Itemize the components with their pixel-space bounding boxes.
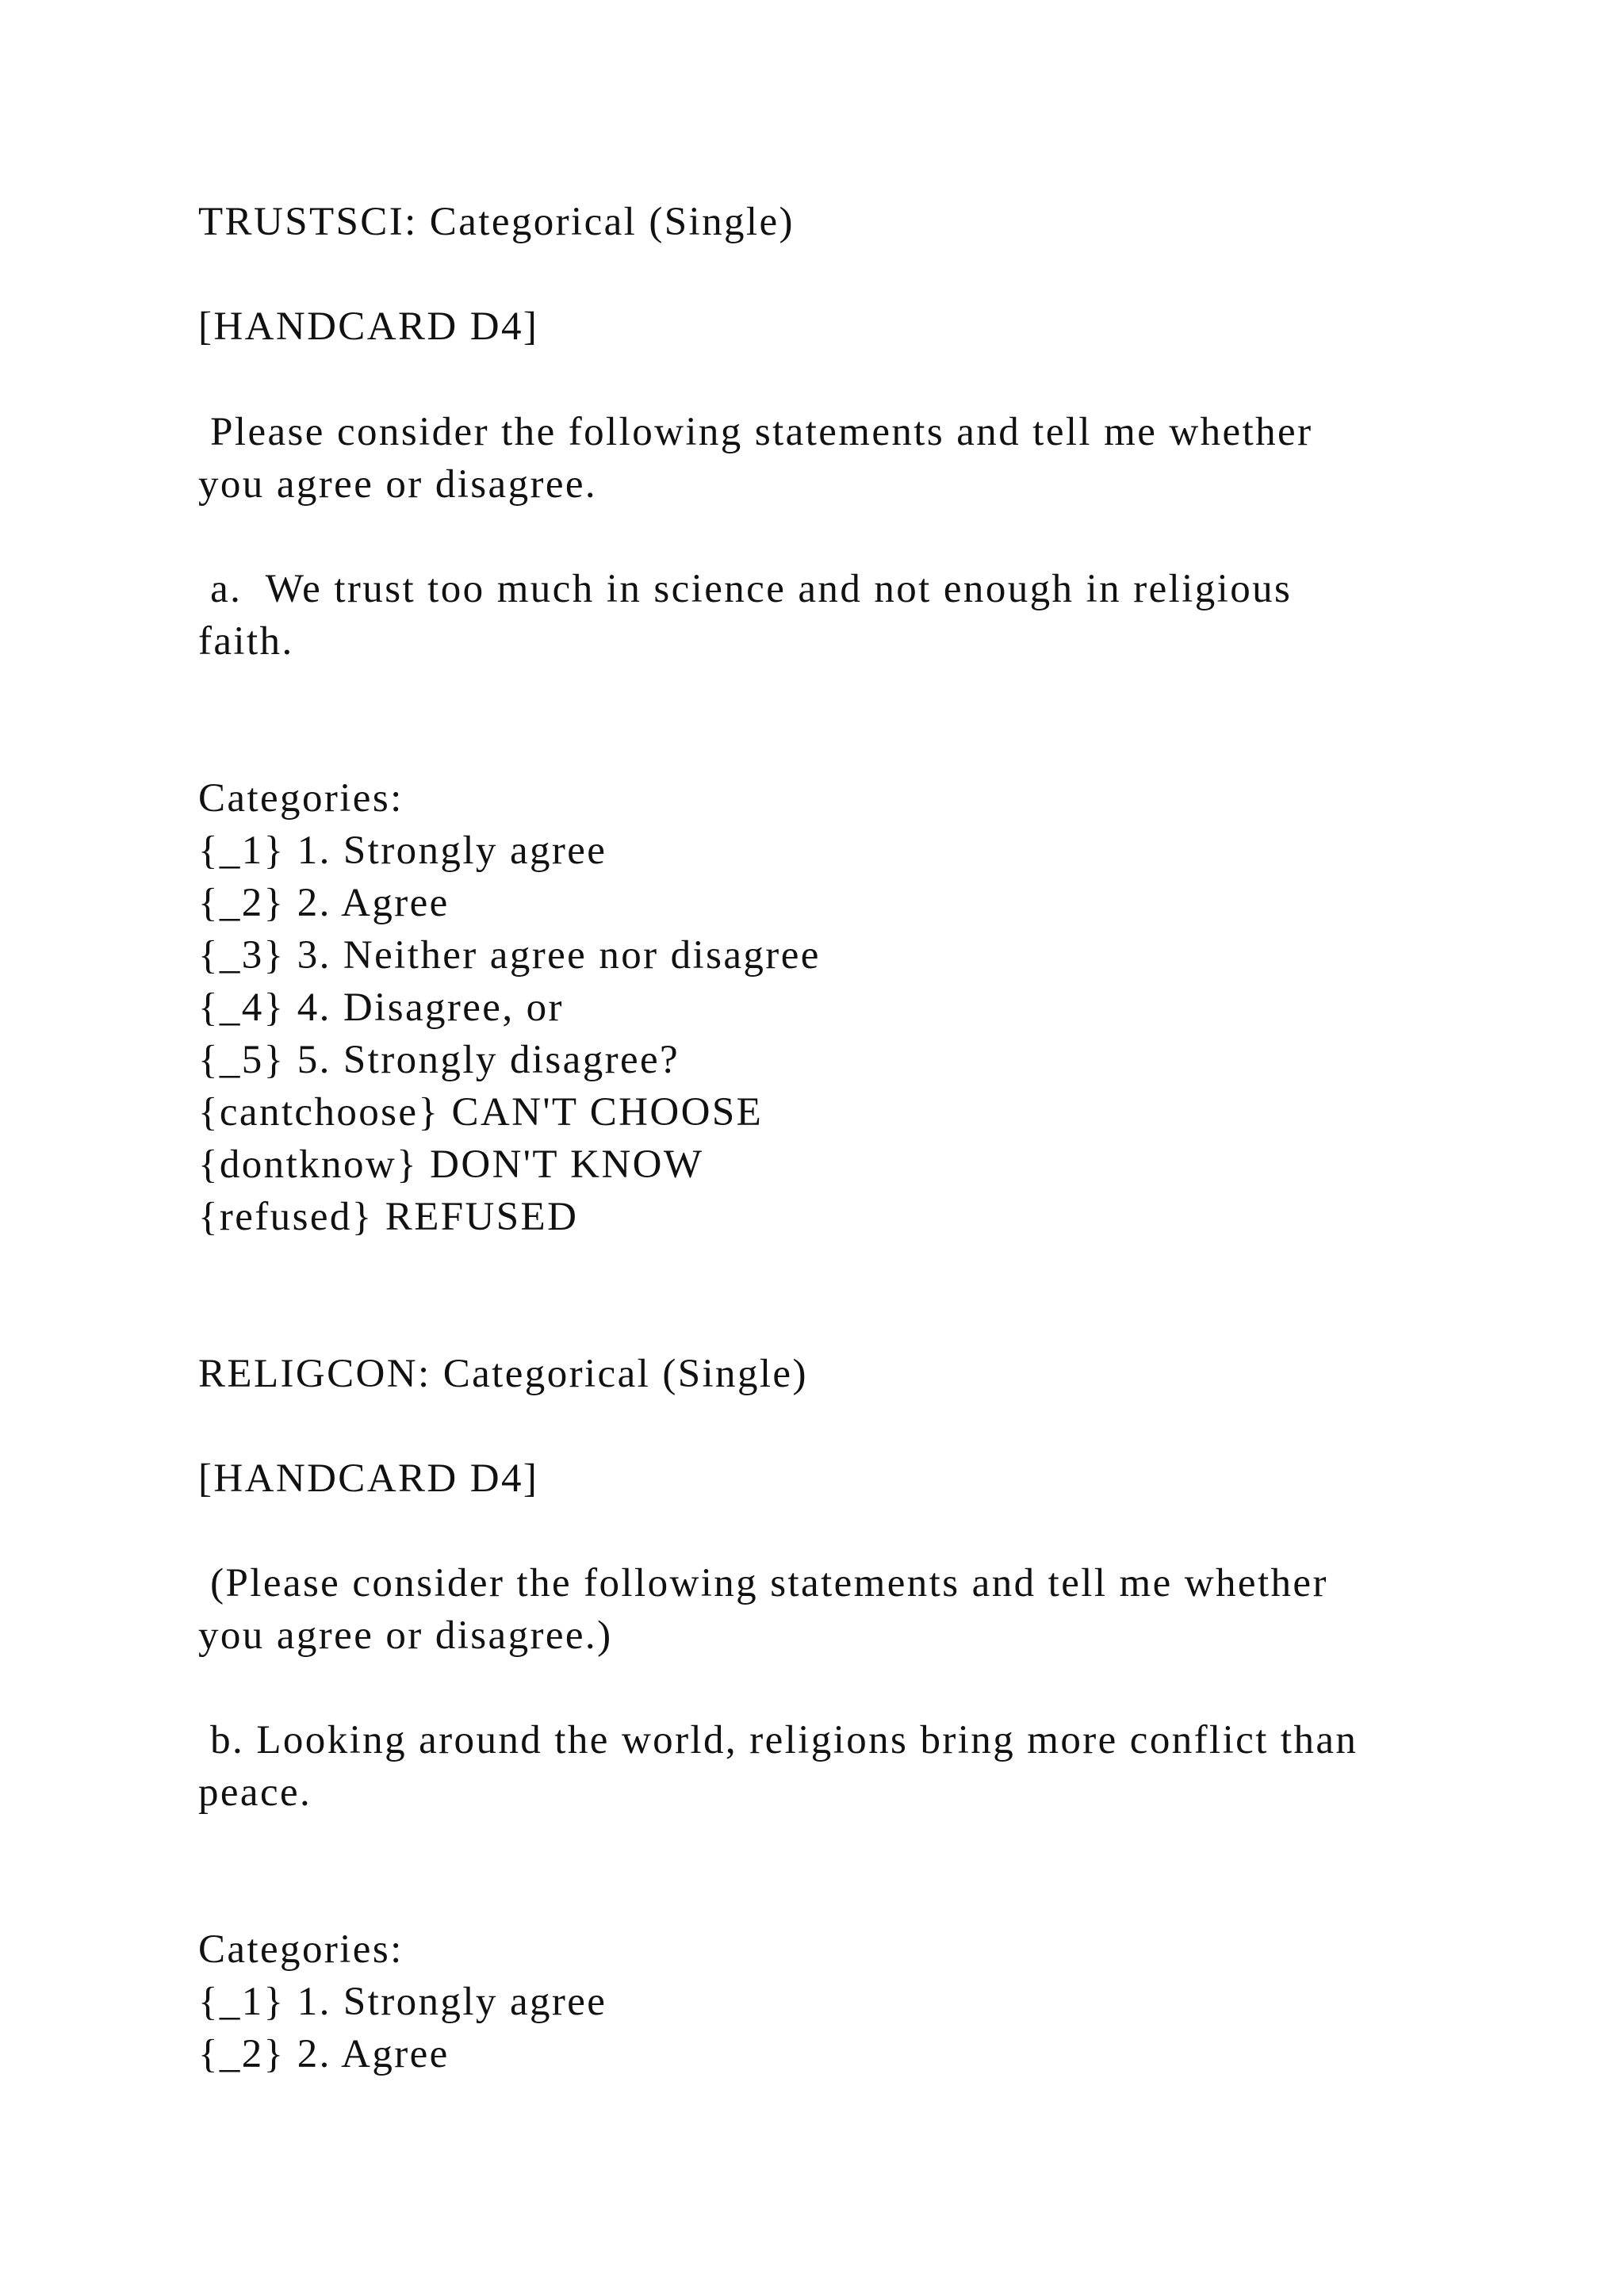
question-instruction-line: you agree or disagree. [198,462,598,507]
category-item: {_3} 3. Neither agree nor disagree [198,933,821,978]
category-item: {_2} 2. Agree [198,881,450,925]
question-instruction-line: (Please consider the following statements and tell me whether [198,1561,1328,1605]
categories-label: Categories: [198,776,404,821]
category-item: {_1} 1. Strongly agree [198,1980,607,2024]
category-item: {refused} REFUSED [198,1195,579,1239]
category-item: {_4} 4. Disagree, or [198,985,564,1030]
question-instruction-line: you agree or disagree.) [198,1613,613,1658]
question-instruction-line: Please consider the following statements and tell me whether [198,410,1313,454]
category-item: {cantchoose} CAN'T CHOOSE [198,1090,764,1135]
category-item: {_5} 5. Strongly disagree? [198,1038,680,1082]
handcard-label: [HANDCARD D4] [198,1456,539,1501]
question-header: RELIGCON: Categorical (Single) [198,1352,808,1396]
question-statement-line: faith. [198,619,294,664]
question-statement-line: a. We trust too much in science and not enough in religious [198,567,1293,611]
category-item: {dontknow} DON'T KNOW [198,1142,704,1187]
question-statement-line: peace. [198,1770,312,1815]
handcard-label: [HANDCARD D4] [198,304,539,349]
categories-label: Categories: [198,1927,404,1972]
category-item: {_1} 1. Strongly agree [198,828,607,873]
question-header: TRUSTSCI: Categorical (Single) [198,200,795,244]
category-item: {_2} 2. Agree [198,2032,450,2076]
question-statement-line: b. Looking around the world, religions bring more conflict than [198,1718,1358,1762]
